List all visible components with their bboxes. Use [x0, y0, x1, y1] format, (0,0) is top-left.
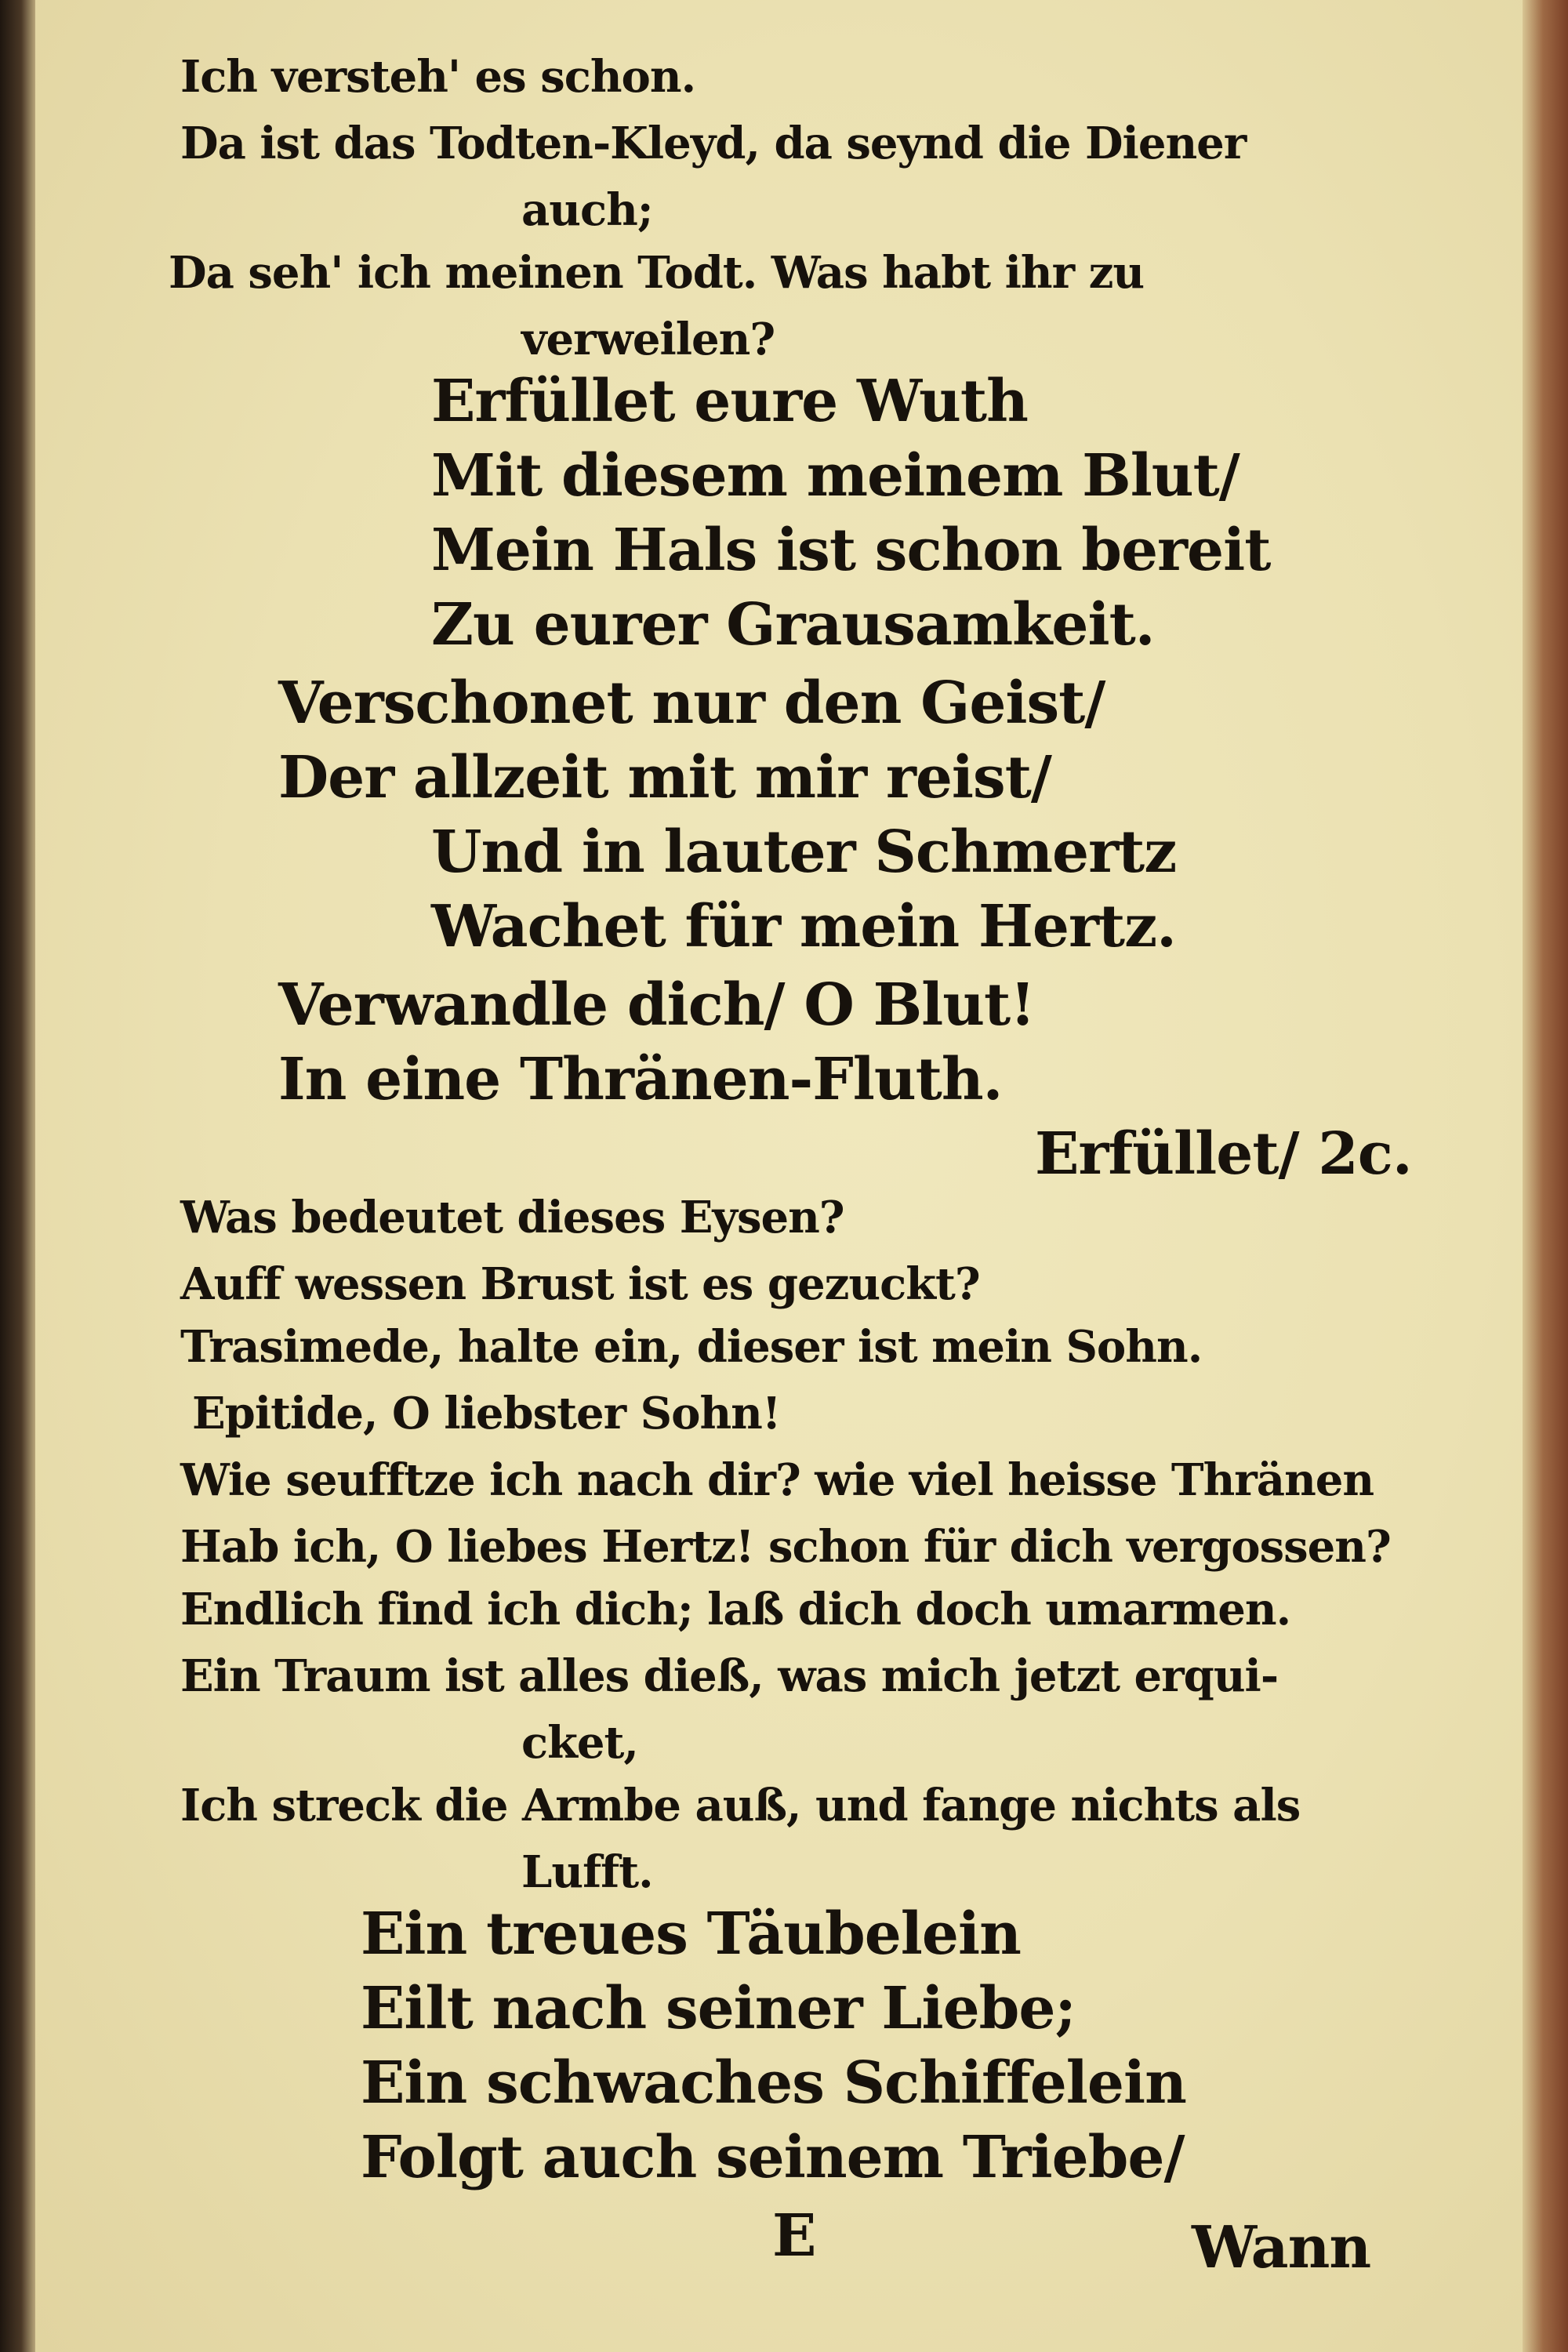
text-line: Erfüllet/ 2c. — [1035, 1120, 1412, 1188]
text-line: Folgt auch seinem Triebe/ — [361, 2124, 1185, 2191]
text-line: verweilen? — [521, 314, 775, 365]
text-line: In eine Thränen-Fluth. — [278, 1046, 1003, 1113]
text-line: Erfüllet eure Wuth — [431, 368, 1028, 435]
text-line: Epitide, O liebster Sohn! — [192, 1388, 781, 1439]
text-line: Und in lauter Schmertz — [431, 818, 1177, 886]
text-line: Auff wessen Brust ist es gezuckt? — [180, 1258, 980, 1310]
text-line: Wann — [1192, 2214, 1371, 2281]
text-line: Trasimede, halte ein, dieser ist mein Sohn. — [180, 1321, 1203, 1373]
text-line: Ein Traum ist alles dieß, was mich jetzt erqui- — [180, 1650, 1279, 1702]
text-line: E — [772, 2202, 816, 2270]
text-line: Der allzeit mit mir reist/ — [278, 744, 1051, 811]
right-page-edge — [1523, 0, 1568, 2352]
book-page — [35, 0, 1523, 2352]
text-line: Eilt nach seiner Liebe; — [361, 1975, 1076, 2042]
text-line: Da seh' ich meinen Todt. Was habt ihr zu — [169, 247, 1145, 299]
text-line: Wie seufftze ich nach dir? wie viel heisse Thränen — [180, 1454, 1374, 1506]
text-line: Was bedeutet dieses Eysen? — [180, 1192, 844, 1243]
text-line: Hab ich, O liebes Hertz! schon für dich vergossen? — [180, 1521, 1391, 1573]
text-line: Endlich find ich dich; laß dich doch umarmen. — [180, 1584, 1291, 1635]
text-line: auch; — [521, 184, 653, 236]
text-line: Verwandle dich/ O Blut! — [278, 971, 1035, 1039]
text-line: Ich streck die Armbe auß, und fange nichts als — [180, 1780, 1301, 1831]
text-line: cket, — [521, 1717, 638, 1769]
text-line: Mein Hals ist schon bereit — [431, 517, 1271, 584]
text-line: Ein treues Täubelein — [361, 1900, 1021, 1968]
text-line: Verschonet nur den Geist/ — [278, 670, 1105, 737]
text-line: Da ist das Todten-Kleyd, da seynd die Diener — [180, 118, 1247, 169]
left-page-edge — [0, 0, 35, 2352]
text-line: Ich versteh' es schon. — [180, 51, 696, 103]
text-line: Wachet für mein Hertz. — [431, 893, 1176, 960]
text-line: Lufft. — [521, 1846, 653, 1898]
text-line: Ein schwaches Schiffelein — [361, 2049, 1186, 2117]
text-line: Zu eurer Grausamkeit. — [431, 591, 1155, 659]
text-line: Mit diesem meinem Blut/ — [431, 442, 1240, 510]
